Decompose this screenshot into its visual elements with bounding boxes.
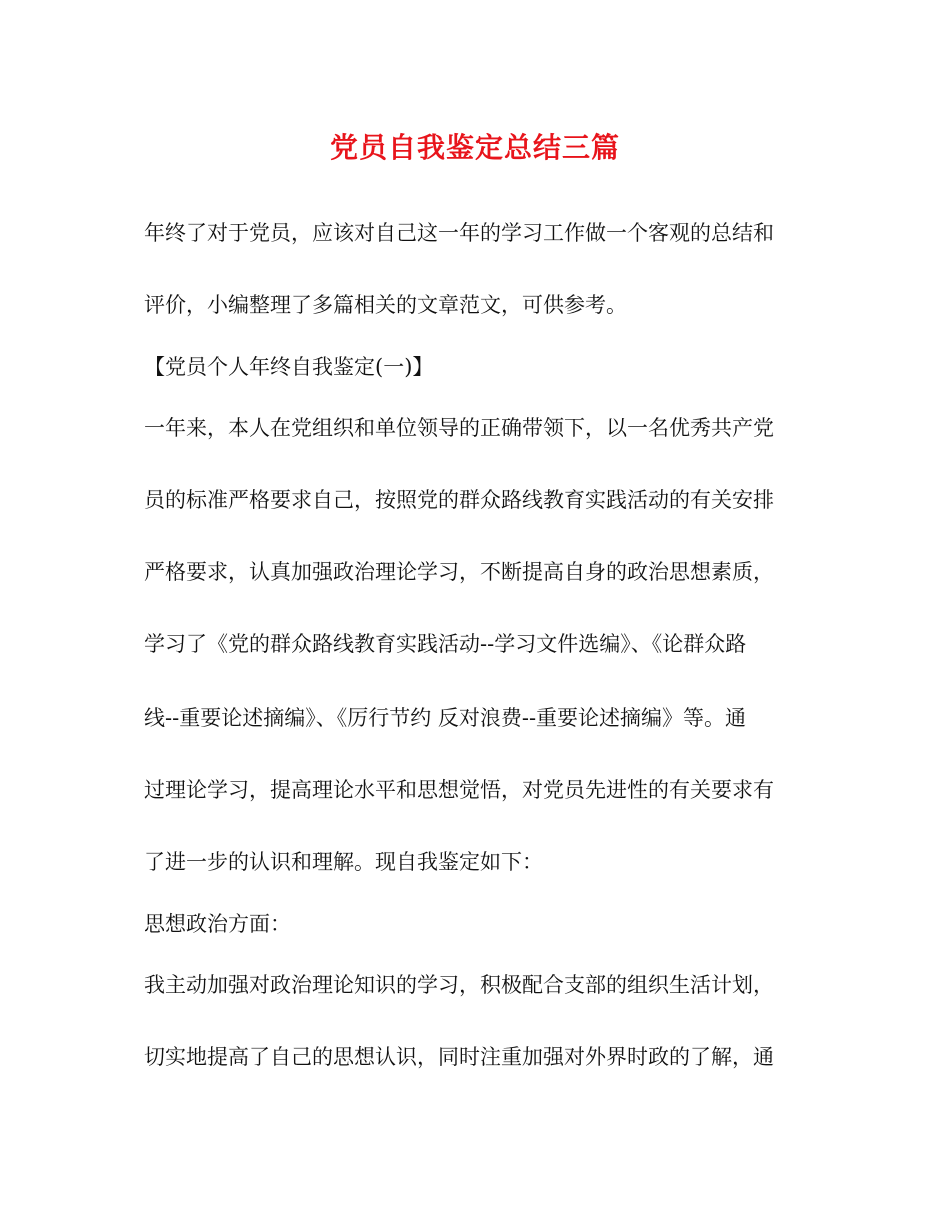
paragraph-line: 了进一步的认识和理解。现自我鉴定如下：: [144, 850, 543, 874]
paragraph-line: 切实地提高了自己的思想认识，同时注重加强对外界时政的了解，通: [144, 1045, 774, 1069]
paragraph-line: 员的标准严格要求自己，按照党的群众路线教育实践活动的有关安排: [144, 488, 774, 512]
paragraph-line: 学习了《党的群众路线教育实践活动--学习文件选编》、《论群众路: [144, 632, 747, 656]
paragraph-line: 严格要求，认真加强政治理论学习，不断提高自身的政治思想素质，: [144, 560, 774, 584]
section-heading: 思想政治方面：: [144, 912, 291, 936]
paragraph-line: 我主动加强对政治理论知识的学习，积极配合支部的组织生活计划，: [144, 973, 774, 997]
paragraph-line: 过理论学习，提高理论水平和思想觉悟，对党员先进性的有关要求有: [144, 778, 774, 802]
paragraph-line: 评价，小编整理了多篇相关的文章范文，可供参考。: [144, 293, 627, 317]
paragraph-line: 年终了对于党员，应该对自己这一年的学习工作做一个客观的总结和: [144, 221, 774, 245]
section-heading: 【党员个人年终自我鉴定(一)】: [144, 355, 434, 379]
paragraph-line: 线--重要论述摘编》、《厉行节约 反对浪费--重要论述摘编》等。通: [144, 706, 747, 730]
document-title: 党员自我鉴定总结三篇: [329, 131, 620, 164]
paragraph-line: 一年来，本人在党组织和单位领导的正确带领下，以一名优秀共产党: [144, 416, 774, 440]
